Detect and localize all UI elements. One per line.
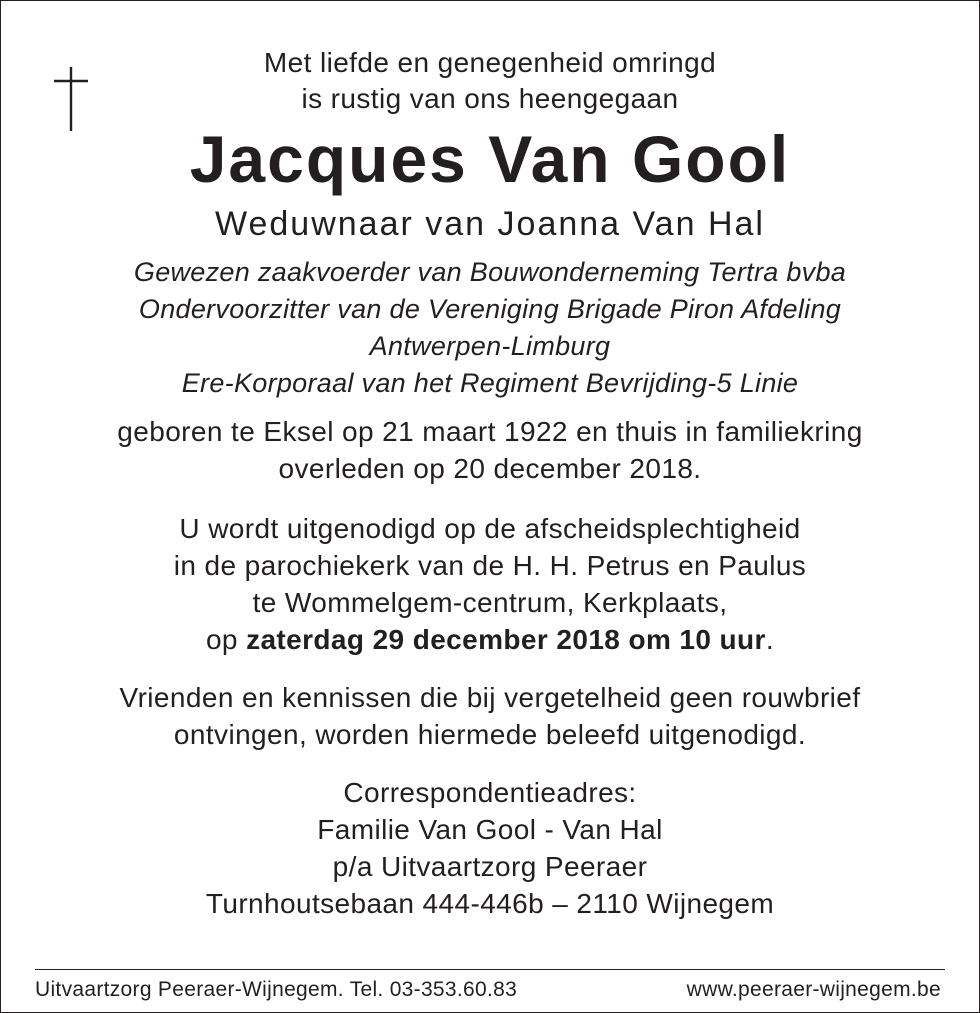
ceremony-info [41,510,939,658]
friends-line: ontvingen, worden hiermede beleefd uitgenodigd. [173,719,807,750]
title-line: Ere-Korporaal van het Regiment Bevrijding-5 Linie [181,368,799,398]
address-heading: Correspondentieadres: [343,777,637,808]
ceremony-line: te Wommelgem-centrum, Kerkplaats, [252,587,728,618]
intro-line: is rustig van ons heengegaan [301,83,679,114]
address-line: Familie Van Gool - Van Hal [317,814,663,845]
deceased-name: Jacques Van Gool [189,122,791,196]
ceremony-line: U wordt uitgenodigd op de afscheidsplechtigheid [179,513,801,544]
titles-list [41,254,939,402]
birth-line: geboren te Eksel op 21 maart 1922 en thuis in familiekring [117,416,863,447]
notice-content [41,45,939,922]
footer [35,976,941,1004]
ceremony-date-suffix: . [765,624,775,655]
title-line: Gewezen zaakvoerder van Bouwonderneming Tertra bvba [133,257,847,287]
footer-company-phone: Uitvaartzorg Peeraer-Wijnegem. Tel. 03-353.60.83 [35,978,518,1001]
ceremony-date-prefix: op [205,624,247,655]
footer-website: www.peeraer-wijnegem.be [686,978,941,1001]
death-line: overleden op 20 december 2018. [278,453,702,484]
birth-death-info [41,413,939,487]
address-line: Turnhoutsebaan 444-446b – 2110 Wijnegem [205,888,775,919]
friends-line: Vrienden en kennissen die bij vergetelheid geen rouwbrief [119,682,861,713]
footer-divider [35,969,945,970]
spouse-line: Weduwnaar van Joanna Van Hal [215,205,765,243]
intro-text [41,45,939,117]
friends-notice [41,679,939,753]
intro-line: Met liefde en genegenheid omringd [263,47,717,78]
correspondence-address [41,774,939,922]
title-line: Antwerpen-Limburg [369,331,611,361]
title-line: Ondervoorzitter van de Vereniging Brigade Piron Afdeling [138,294,842,324]
ceremony-date-line [41,621,939,658]
address-line: p/a Uitvaartzorg Peeraer [332,851,648,882]
ceremony-line: in de parochiekerk van de H. H. Petrus en Paulus [173,550,807,581]
ceremony-date: zaterdag 29 december 2018 om 10 uur [246,624,766,655]
